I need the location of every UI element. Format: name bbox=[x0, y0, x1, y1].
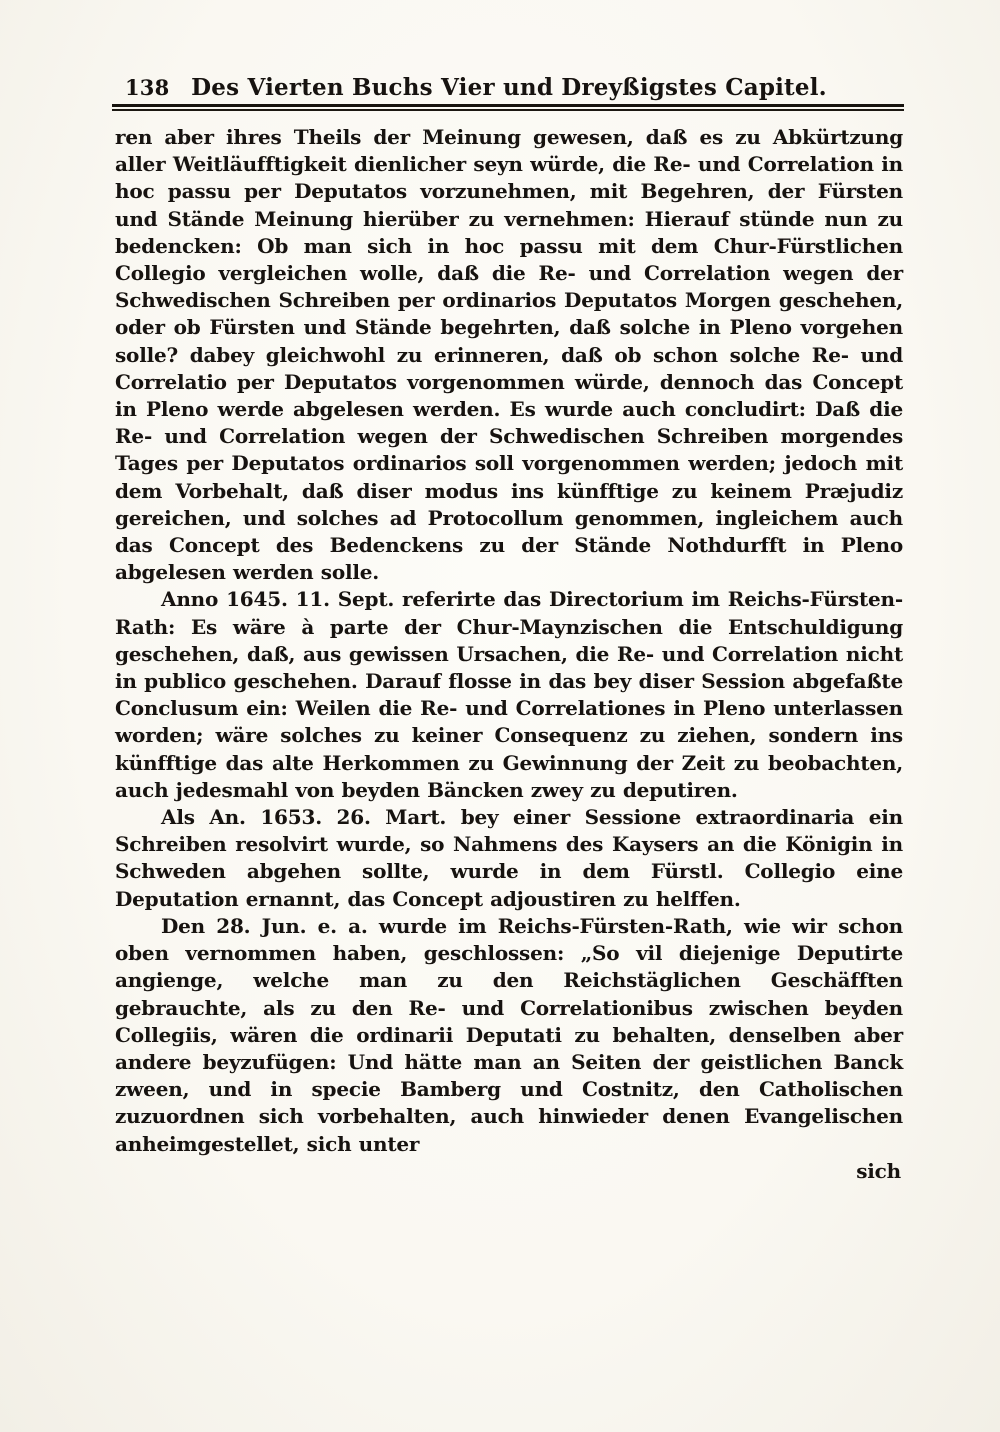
paragraph-den-28-jun: Den 28. Jun. e. a. wurde im Reichs-Fürsten-Rath, wie wir schon oben vernommen haben, geschlossen: „So vil diejenige Deputirte angienge, welche man zu den Reichstäglichen Geschäfften gebrauchte, als zu den Re- und Correlationibus zwischen beyden Collegiis, wären die ordinarii Deputati zu behalten, denselben aber andere beyzufügen: Und hätte man an Seiten der geistlichen Banck zween, und in specie Bamberg und Costnitz, den Catholischen zuzuordnen sich vorbehalten, auch hinwieder denen Evangelischen anheimgestellet, sich unter bbox=[115, 913, 903, 1156]
running-title: Des Vierten Buchs Vier und Dreyßigstes Capitel. bbox=[191, 74, 827, 101]
header-rule bbox=[112, 104, 904, 111]
text-block bbox=[115, 124, 903, 1185]
catchword: sich bbox=[856, 1158, 901, 1183]
page-number: 138 bbox=[125, 75, 170, 100]
paragraph-anno-1645: Anno 1645. 11. Sept. referirte das Directorium im Reichs-Fürsten-Rath: Es wäre à parte der Chur-Maynzischen die Entschuldigung geschehen, daß, aus gewissen Ursachen, die Re- und Correlation nicht in publico geschehen. Darauf flosse in das bey diser Session abgefaßte Conclusum ein: Weilen die Re- und Correlationes in Pleno unterlassen worden; wäre solches zu keiner Consequenz zu ziehen, sondern ins künfftige das alte Herkommen zu Gewinnung der Zeit zu beobachten, auch jedesmahl von beyden Bäncken zwey zu deputiren. bbox=[115, 587, 903, 802]
paragraph-continuation: ren aber ihres Theils der Meinung gewesen, daß es zu Abkürtzung aller Weitläufftigkeit dienlicher seyn würde, die Re- und Correlation in hoc passu per Deputatos vorzunehmen, mit Begehren, der Fürsten und Stände Meinung hierüber zu vernehmen: Hierauf stünde nun zu bedencken: Ob man sich in hoc passu mit dem Chur-Fürstlichen Collegio vergleichen wolle, daß die Re- und Correlation wegen der Schwedischen Schreiben per ordinarios Deputatos Morgen geschehen, oder ob Fürsten und Stände begehrten, daß solche in Pleno vorgehen solle? dabey gleichwohl zu erinneren, daß ob schon solche Re- und Correlatio per Deputatos vorgenommen würde, dennoch das Concept in Pleno werde abgelesen werden. Es wurde auch concludirt: Daß die Re- und Correlation wegen der Schwedischen Schreiben morgendes Tages per Deputatos ordinarios soll vorgenommen werden; jedoch mit dem Vorbehalt, daß diser modus ins künfftige zu keinem Præjudiz gereichen, und solches ad Protocollum genommen, ingleichem auch das Concept des Bedenckens zu der Stände Nothdurfft in Pleno abgelesen werden solle. bbox=[115, 125, 903, 585]
page-header bbox=[115, 74, 903, 101]
paragraph-anno-1653: Als An. 1653. 26. Mart. bey einer Sessione extraordinaria ein Schreiben resolvirt wurde, so Nahmens des Kaysers an die Königin in Schweden abgehen sollte, wurde in dem Fürstl. Collegio eine Deputation ernannt, das Concept adjoustiren zu helffen. bbox=[115, 805, 903, 911]
